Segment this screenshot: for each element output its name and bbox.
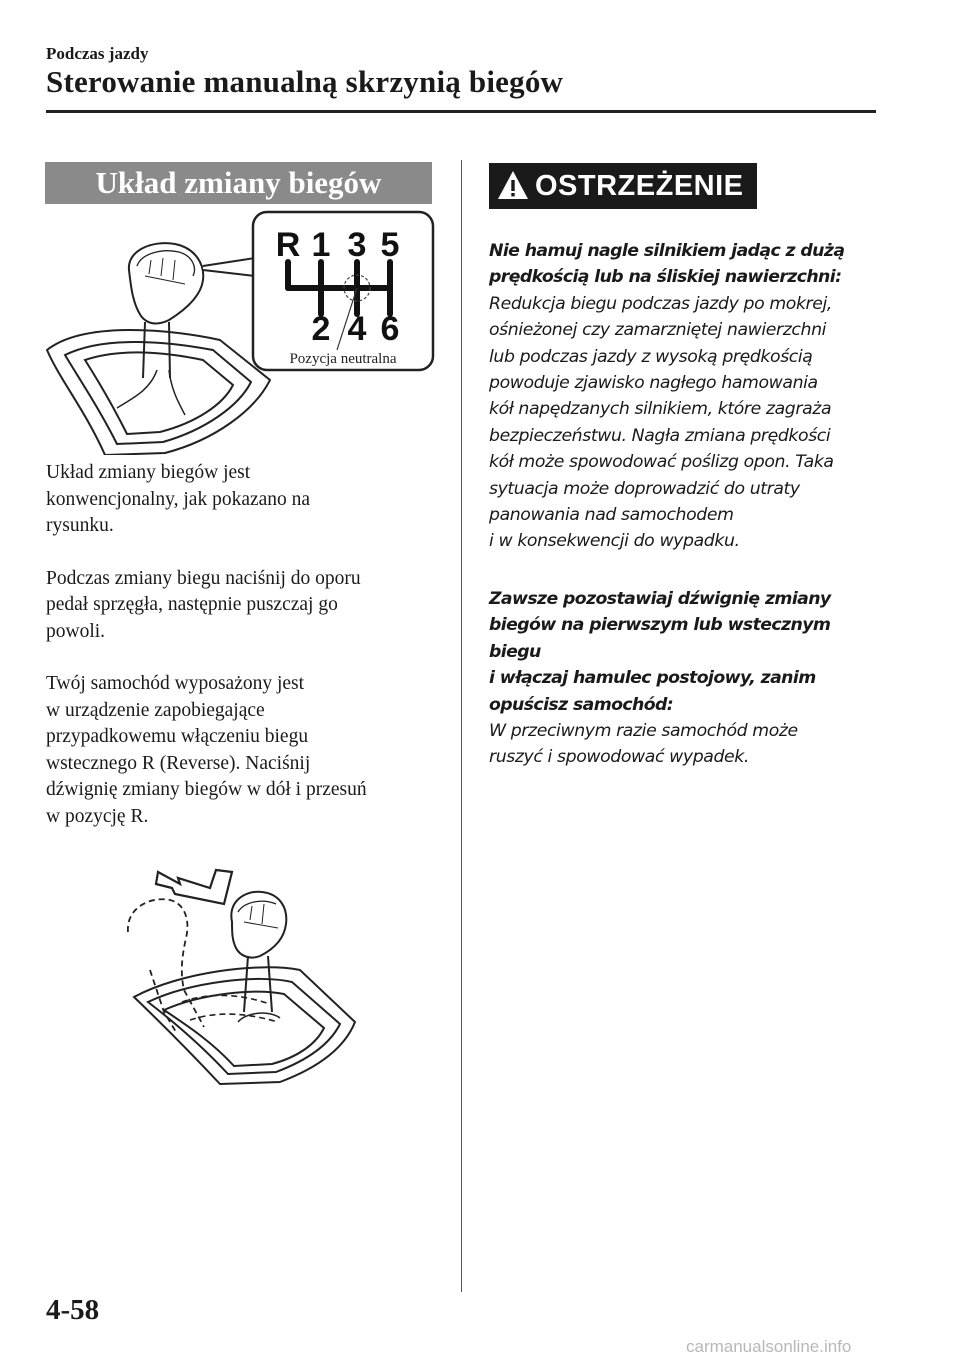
section-title: Układ zmiany biegów xyxy=(45,162,432,204)
gear-shift-pattern-figure xyxy=(45,210,435,455)
watermark: carmanualsonline.info xyxy=(686,1337,852,1356)
gear-label-top: 5 xyxy=(380,226,400,264)
warning-triangle-icon xyxy=(497,169,529,201)
warning-badge xyxy=(489,163,757,209)
warning-item xyxy=(489,238,884,555)
warning-heading: Zawsze pozostawiaj dźwignię zmiany biegów na pierwszym lub wstecznym biegu i włączaj hamulec postojowy, zanim opuścisz samochód: xyxy=(489,589,831,715)
left-body-text xyxy=(46,460,446,856)
gear-label-top: 1 xyxy=(311,226,331,264)
paragraph: Układ zmiany biegów jest konwencjonalny, jak pokazano na rysunku. xyxy=(46,462,311,536)
warning-label: OSTRZEŻENIE xyxy=(535,170,744,202)
paragraph: Podczas zmiany biegu naciśnij do oporu pedał sprzęgła, następnie puszczaj go powoli. xyxy=(46,567,361,642)
gear-label-bottom: 2 xyxy=(311,310,331,348)
shifter-boot-illustration xyxy=(47,243,270,455)
gear-label-top: 3 xyxy=(347,226,367,264)
reverse-gear-figure xyxy=(120,862,360,1087)
neutral-position-label: Pozycja neutralna xyxy=(289,351,397,367)
column-divider xyxy=(461,160,462,1292)
gear-label-bottom: 4 xyxy=(347,310,367,348)
page-title: Sterowanie manualną skrzynią biegów xyxy=(46,64,564,99)
title-rule xyxy=(46,110,876,113)
gear-label-bottom: 6 xyxy=(380,310,400,348)
warning-body: W przeciwnym razie samochód może ruszyć i spowodować wypadek. xyxy=(489,721,798,768)
warning-item xyxy=(489,586,884,771)
gear-label-top: R xyxy=(275,226,301,264)
page-number: 4-58 xyxy=(46,1294,100,1326)
push-down-arrow-icon xyxy=(156,870,232,904)
paragraph: Twój samochód wyposażony jest w urządzenie zapobiegające przypadkowemu włączeniu biegu wstecznego R (Reverse). Naciśnij dźwignię zmiany biegów w dół i przesuń w pozycję R. xyxy=(46,673,367,827)
warning-body: Redukcja biegu podczas jazdy po mokrej, ośnieżonej czy zamarzniętej nawierzchni lub podczas jazdy z wysoką prędkością powoduje zjawisko nagłego hamowania kół napędzanych silnikiem, które zagraża bezpieczeństwu. Nagła zmiana prędkości kół może spowodować poślizg opon. Taka sytuacja może doprowadzić do utraty panowania nad samochodem i w konsekwencji do wypadku. xyxy=(489,293,834,552)
warning-heading: Nie hamuj nagle silnikiem jadąc z dużą prędkością lub na śliskiej nawierzchni: xyxy=(489,241,845,288)
breadcrumb: Podczas jazdy xyxy=(46,44,149,63)
